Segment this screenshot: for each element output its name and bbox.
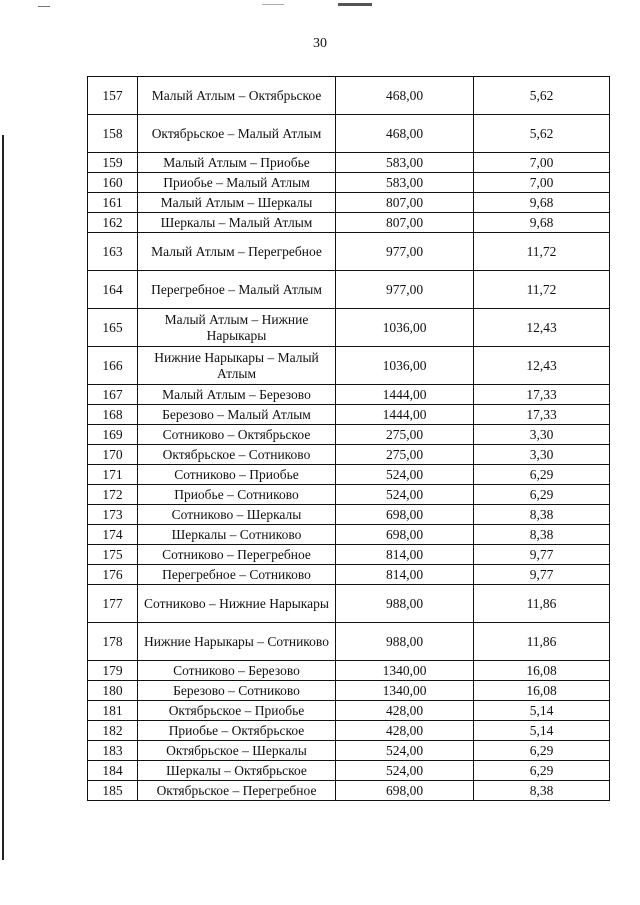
price-value: 9,77 bbox=[474, 545, 610, 565]
route-name: Шеркалы – Октябрьское bbox=[138, 761, 336, 781]
route-name: Перегребное – Сотниково bbox=[138, 565, 336, 585]
row-number: 161 bbox=[88, 193, 138, 213]
route-name: Октябрьское – Шеркалы bbox=[138, 741, 336, 761]
route-name: Малый Атлым – Шеркалы bbox=[138, 193, 336, 213]
distance-value: 583,00 bbox=[336, 173, 474, 193]
distance-value: 1340,00 bbox=[336, 661, 474, 681]
row-number: 176 bbox=[88, 565, 138, 585]
distance-value: 977,00 bbox=[336, 233, 474, 271]
distance-value: 428,00 bbox=[336, 721, 474, 741]
price-value: 7,00 bbox=[474, 153, 610, 173]
table-row bbox=[88, 701, 610, 721]
table-row bbox=[88, 425, 610, 445]
table-row bbox=[88, 445, 610, 465]
row-number: 181 bbox=[88, 701, 138, 721]
table-row bbox=[88, 525, 610, 545]
row-number: 174 bbox=[88, 525, 138, 545]
route-name: Октябрьское – Приобье bbox=[138, 701, 336, 721]
price-value: 5,62 bbox=[474, 77, 610, 115]
table-body bbox=[88, 77, 610, 801]
distance-value: 807,00 bbox=[336, 193, 474, 213]
table-row bbox=[88, 309, 610, 347]
route-name: Сотниково – Октябрьское bbox=[138, 425, 336, 445]
table-row bbox=[88, 781, 610, 801]
route-name: Березово – Малый Атлым bbox=[138, 405, 336, 425]
table-row bbox=[88, 213, 610, 233]
price-value: 7,00 bbox=[474, 173, 610, 193]
row-number: 180 bbox=[88, 681, 138, 701]
distance-value: 814,00 bbox=[336, 545, 474, 565]
route-name: Нижние Нарыкары – Сотниково bbox=[138, 623, 336, 661]
distance-value: 524,00 bbox=[336, 761, 474, 781]
route-name: Сотниково – Нижние Нарыкары bbox=[138, 585, 336, 623]
route-name: Приобье – Сотниково bbox=[138, 485, 336, 505]
scan-artifact bbox=[338, 3, 372, 6]
table-row bbox=[88, 661, 610, 681]
price-value: 6,29 bbox=[474, 465, 610, 485]
price-value: 11,72 bbox=[474, 233, 610, 271]
route-name: Малый Атлым – Нижние Нарыкары bbox=[138, 309, 336, 347]
price-value: 17,33 bbox=[474, 385, 610, 405]
price-value: 8,38 bbox=[474, 525, 610, 545]
price-value: 16,08 bbox=[474, 681, 610, 701]
route-name: Приобье – Малый Атлым bbox=[138, 173, 336, 193]
table-row bbox=[88, 623, 610, 661]
table-row bbox=[88, 115, 610, 153]
route-name: Березово – Сотниково bbox=[138, 681, 336, 701]
scan-edge-line bbox=[2, 135, 4, 860]
distance-value: 698,00 bbox=[336, 781, 474, 801]
row-number: 183 bbox=[88, 741, 138, 761]
table-row bbox=[88, 565, 610, 585]
distance-value: 698,00 bbox=[336, 505, 474, 525]
page-number: 30 bbox=[313, 36, 327, 51]
price-value: 8,38 bbox=[474, 781, 610, 801]
distance-value: 977,00 bbox=[336, 271, 474, 309]
row-number: 179 bbox=[88, 661, 138, 681]
price-value: 8,38 bbox=[474, 505, 610, 525]
row-number: 172 bbox=[88, 485, 138, 505]
distance-value: 1444,00 bbox=[336, 385, 474, 405]
row-number: 157 bbox=[88, 77, 138, 115]
row-number: 184 bbox=[88, 761, 138, 781]
table-row bbox=[88, 485, 610, 505]
route-name: Перегребное – Малый Атлым bbox=[138, 271, 336, 309]
price-value: 6,29 bbox=[474, 485, 610, 505]
row-number: 178 bbox=[88, 623, 138, 661]
distance-value: 524,00 bbox=[336, 485, 474, 505]
distance-value: 1036,00 bbox=[336, 347, 474, 385]
table-row bbox=[88, 405, 610, 425]
price-value: 9,77 bbox=[474, 565, 610, 585]
row-number: 162 bbox=[88, 213, 138, 233]
table-row bbox=[88, 173, 610, 193]
price-value: 3,30 bbox=[474, 425, 610, 445]
row-number: 164 bbox=[88, 271, 138, 309]
table-row bbox=[88, 681, 610, 701]
distance-value: 524,00 bbox=[336, 465, 474, 485]
table-row bbox=[88, 721, 610, 741]
price-value: 17,33 bbox=[474, 405, 610, 425]
row-number: 177 bbox=[88, 585, 138, 623]
route-name: Приобье – Октябрьское bbox=[138, 721, 336, 741]
table-row bbox=[88, 385, 610, 405]
price-value: 6,29 bbox=[474, 761, 610, 781]
price-value: 11,72 bbox=[474, 271, 610, 309]
row-number: 168 bbox=[88, 405, 138, 425]
route-name: Сотниково – Шеркалы bbox=[138, 505, 336, 525]
table-row bbox=[88, 545, 610, 565]
row-number: 167 bbox=[88, 385, 138, 405]
price-value: 16,08 bbox=[474, 661, 610, 681]
distance-value: 468,00 bbox=[336, 115, 474, 153]
table-row bbox=[88, 153, 610, 173]
price-value: 9,68 bbox=[474, 193, 610, 213]
table-row bbox=[88, 77, 610, 115]
row-number: 159 bbox=[88, 153, 138, 173]
table-row bbox=[88, 271, 610, 309]
route-name: Сотниково – Березово bbox=[138, 661, 336, 681]
table-row bbox=[88, 193, 610, 213]
scan-artifact bbox=[38, 6, 50, 7]
distance-value: 428,00 bbox=[336, 701, 474, 721]
price-value: 11,86 bbox=[474, 623, 610, 661]
row-number: 165 bbox=[88, 309, 138, 347]
route-name: Нижние Нарыкары – Малый Атлым bbox=[138, 347, 336, 385]
price-value: 5,14 bbox=[474, 701, 610, 721]
distance-value: 1340,00 bbox=[336, 681, 474, 701]
route-name: Октябрьское – Перегребное bbox=[138, 781, 336, 801]
table-row bbox=[88, 347, 610, 385]
table-row bbox=[88, 505, 610, 525]
route-name: Шеркалы – Малый Атлым bbox=[138, 213, 336, 233]
distance-value: 1444,00 bbox=[336, 405, 474, 425]
row-number: 169 bbox=[88, 425, 138, 445]
distance-value: 1036,00 bbox=[336, 309, 474, 347]
table-row bbox=[88, 465, 610, 485]
route-name: Сотниково – Перегребное bbox=[138, 545, 336, 565]
route-name: Октябрьское – Сотниково bbox=[138, 445, 336, 465]
table-row bbox=[88, 585, 610, 623]
distance-value: 583,00 bbox=[336, 153, 474, 173]
price-value: 6,29 bbox=[474, 741, 610, 761]
distance-value: 814,00 bbox=[336, 565, 474, 585]
row-number: 158 bbox=[88, 115, 138, 153]
row-number: 185 bbox=[88, 781, 138, 801]
distance-value: 988,00 bbox=[336, 585, 474, 623]
price-value: 9,68 bbox=[474, 213, 610, 233]
row-number: 163 bbox=[88, 233, 138, 271]
row-number: 170 bbox=[88, 445, 138, 465]
route-table bbox=[87, 76, 610, 801]
price-value: 5,14 bbox=[474, 721, 610, 741]
row-number: 171 bbox=[88, 465, 138, 485]
table-row bbox=[88, 761, 610, 781]
distance-value: 988,00 bbox=[336, 623, 474, 661]
price-value: 3,30 bbox=[474, 445, 610, 465]
route-name: Малый Атлым – Березово bbox=[138, 385, 336, 405]
distance-value: 468,00 bbox=[336, 77, 474, 115]
route-name: Октябрьское – Малый Атлым bbox=[138, 115, 336, 153]
distance-value: 524,00 bbox=[336, 741, 474, 761]
price-value: 12,43 bbox=[474, 309, 610, 347]
table-row bbox=[88, 741, 610, 761]
route-name: Малый Атлым – Перегребное bbox=[138, 233, 336, 271]
distance-value: 275,00 bbox=[336, 445, 474, 465]
price-value: 12,43 bbox=[474, 347, 610, 385]
scan-artifact bbox=[262, 4, 284, 5]
route-name: Малый Атлым – Приобье bbox=[138, 153, 336, 173]
price-value: 11,86 bbox=[474, 585, 610, 623]
route-name: Малый Атлым – Октябрьское bbox=[138, 77, 336, 115]
distance-value: 698,00 bbox=[336, 525, 474, 545]
row-number: 173 bbox=[88, 505, 138, 525]
row-number: 166 bbox=[88, 347, 138, 385]
row-number: 182 bbox=[88, 721, 138, 741]
table-row bbox=[88, 233, 610, 271]
row-number: 175 bbox=[88, 545, 138, 565]
route-name: Шеркалы – Сотниково bbox=[138, 525, 336, 545]
price-value: 5,62 bbox=[474, 115, 610, 153]
distance-value: 807,00 bbox=[336, 213, 474, 233]
distance-value: 275,00 bbox=[336, 425, 474, 445]
row-number: 160 bbox=[88, 173, 138, 193]
route-name: Сотниково – Приобье bbox=[138, 465, 336, 485]
